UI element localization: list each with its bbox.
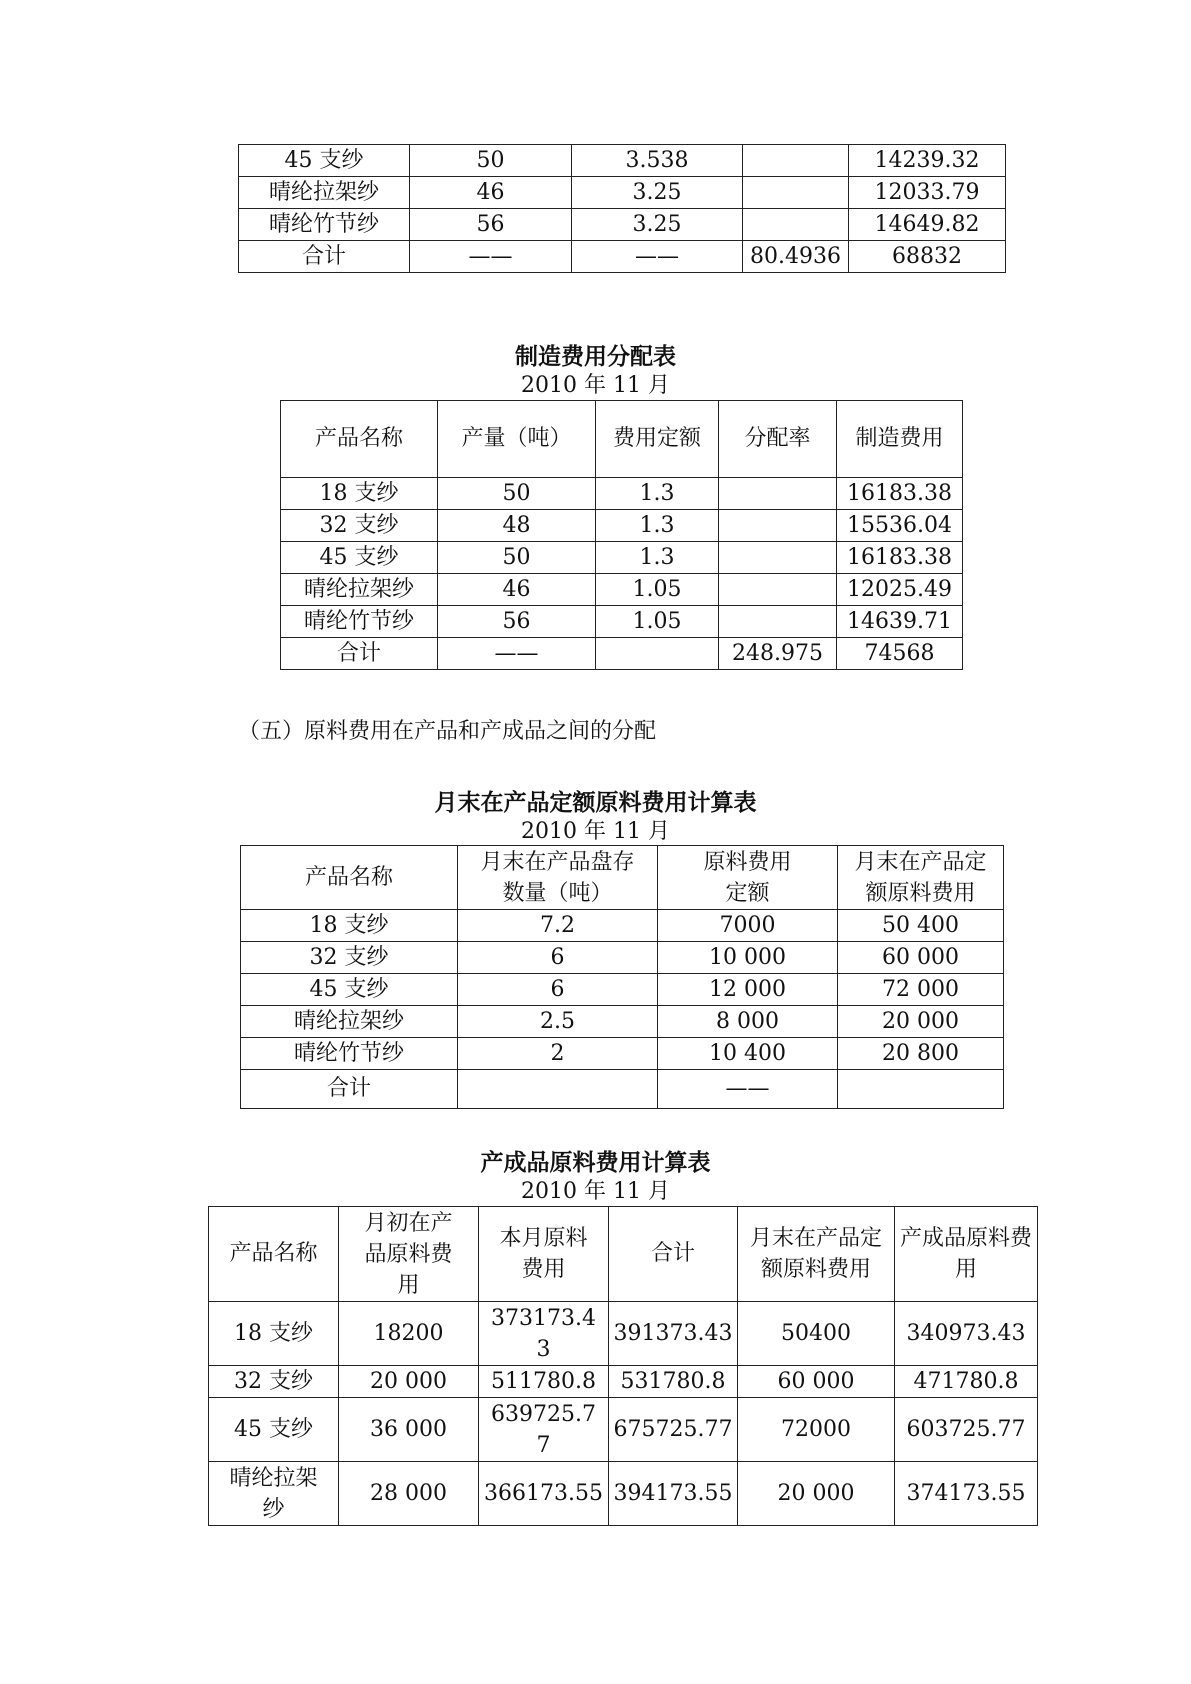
table-cell — [719, 574, 837, 606]
product-name-cell: 合计 — [239, 241, 410, 273]
product-name-cell: 45 支纱 — [239, 145, 410, 177]
table-cell: 248.975 — [719, 638, 837, 670]
table-row — [239, 145, 1006, 177]
product-name-cell: 32 支纱 — [241, 942, 458, 974]
product-name-cell: 晴纶拉架纱 — [239, 177, 410, 209]
table-cell — [719, 542, 837, 574]
table-cell: 3.25 — [572, 209, 743, 241]
table-row — [281, 606, 963, 638]
table-cell: 8 000 — [658, 1006, 838, 1038]
column-header: 月末在产品定额原料费用 — [738, 1207, 895, 1302]
product-name-cell: 18 支纱 — [281, 478, 438, 510]
column-header: 制造费用 — [837, 401, 963, 478]
table-cell: 511780.8 — [479, 1366, 609, 1398]
table-row — [209, 1462, 1038, 1526]
table-row — [281, 542, 963, 574]
column-header: 合计 — [609, 1207, 738, 1302]
table-row — [239, 177, 1006, 209]
table-cell: 373173.43 — [479, 1302, 609, 1366]
table-cell: 6 — [458, 974, 658, 1006]
product-name-cell: 合计 — [281, 638, 438, 670]
table-cell: 16183.38 — [837, 478, 963, 510]
column-header: 产品名称 — [281, 401, 438, 478]
table-cell: 72 000 — [838, 974, 1004, 1006]
table-cell: 340973.43 — [895, 1302, 1038, 1366]
table-cell: 36 000 — [339, 1398, 479, 1462]
product-name-cell: 合计 — [241, 1070, 458, 1109]
table-cell: 15536.04 — [837, 510, 963, 542]
table-row — [239, 209, 1006, 241]
table-cell: —— — [410, 241, 572, 273]
table-title: 月末在产品定额原料费用计算表 — [434, 789, 757, 816]
total-row — [239, 241, 1006, 273]
table-cell: 50 — [438, 478, 596, 510]
table-cell — [719, 510, 837, 542]
product-name-cell: 45 支纱 — [209, 1398, 339, 1462]
table-cell: 374173.55 — [895, 1462, 1038, 1526]
total-row — [281, 638, 963, 670]
product-name-cell: 晴纶竹节纱 — [241, 1038, 458, 1070]
table-cell: 6 — [458, 942, 658, 974]
column-header: 月末在产品定额原料费用 — [838, 846, 1004, 910]
table-cell — [743, 209, 849, 241]
table-cell: 3.538 — [572, 145, 743, 177]
table-cell: 46 — [410, 177, 572, 209]
wip-material-cost-table — [240, 845, 1004, 1109]
table-cell — [743, 177, 849, 209]
table-cell — [596, 638, 719, 670]
column-header: 产品名称 — [241, 846, 458, 910]
table-date: 2010 年 11 月 — [521, 1179, 670, 1204]
product-name-cell: 晴纶拉架纱 — [209, 1462, 339, 1526]
table-row — [241, 910, 1004, 942]
column-header: 分配率 — [719, 401, 837, 478]
finished-goods-material-cost-table — [208, 1206, 1038, 1526]
table-row — [209, 1398, 1038, 1462]
table-cell: 74568 — [837, 638, 963, 670]
column-header: 月末在产品盘存数量（吨） — [458, 846, 658, 910]
table-cell: —— — [658, 1070, 838, 1109]
table-date: 2010 年 11 月 — [521, 819, 670, 844]
table-cell: 72000 — [738, 1398, 895, 1462]
table-row — [281, 574, 963, 606]
product-name-cell: 32 支纱 — [209, 1366, 339, 1398]
header-row — [281, 401, 963, 478]
table-cell — [719, 478, 837, 510]
table-title: 制造费用分配表 — [515, 343, 676, 370]
table-cell: 1.3 — [596, 542, 719, 574]
total-row — [241, 1070, 1004, 1109]
table-cell: 10 400 — [658, 1038, 838, 1070]
table-cell: 3.25 — [572, 177, 743, 209]
table-cell: 10 000 — [658, 942, 838, 974]
table-cell: 68832 — [849, 241, 1006, 273]
table-cell: 1.05 — [596, 606, 719, 638]
table-cell: 639725.77 — [479, 1398, 609, 1462]
table-row — [281, 510, 963, 542]
column-header: 产品名称 — [209, 1207, 339, 1302]
table-cell: 20 800 — [838, 1038, 1004, 1070]
table-cell: 50400 — [738, 1302, 895, 1366]
table-row — [241, 942, 1004, 974]
table-cell: 20 000 — [738, 1462, 895, 1526]
table-title: 产成品原料费用计算表 — [480, 1149, 711, 1176]
table-cell — [838, 1070, 1004, 1109]
product-name-cell: 晴纶拉架纱 — [241, 1006, 458, 1038]
table-cell: 18200 — [339, 1302, 479, 1366]
table-cell: 366173.55 — [479, 1462, 609, 1526]
table-cell: 16183.38 — [837, 542, 963, 574]
table-cell: 14639.71 — [837, 606, 963, 638]
table-cell: 675725.77 — [609, 1398, 738, 1462]
product-name-cell: 晴纶竹节纱 — [281, 606, 438, 638]
table-cell: 1.3 — [596, 478, 719, 510]
section-heading: （五）原料费用在产品和产成品之间的分配 — [238, 719, 657, 744]
column-header: 原料费用定额 — [658, 846, 838, 910]
table-cell: 20 000 — [838, 1006, 1004, 1038]
table-row — [241, 1038, 1004, 1070]
table-cell: 394173.55 — [609, 1462, 738, 1526]
table-cell: —— — [572, 241, 743, 273]
table-cell: 14649.82 — [849, 209, 1006, 241]
table-cell: 60 000 — [838, 942, 1004, 974]
table-cell: 2.5 — [458, 1006, 658, 1038]
table-cell: 48 — [438, 510, 596, 542]
column-header: 月初在产品原料费用 — [339, 1207, 479, 1302]
product-name-cell: 32 支纱 — [281, 510, 438, 542]
header-row — [209, 1207, 1038, 1302]
table-cell: 56 — [410, 209, 572, 241]
continued-allocation-table — [238, 144, 1006, 273]
manufacturing-cost-allocation-table — [280, 400, 963, 670]
table-row — [209, 1302, 1038, 1366]
header-row — [241, 846, 1004, 910]
column-header: 产成品原料费用 — [895, 1207, 1038, 1302]
table-cell: 531780.8 — [609, 1366, 738, 1398]
table-cell: 7000 — [658, 910, 838, 942]
table-row — [241, 974, 1004, 1006]
table-cell: 50 — [410, 145, 572, 177]
product-name-cell: 45 支纱 — [281, 542, 438, 574]
table-cell: 12025.49 — [837, 574, 963, 606]
product-name-cell: 18 支纱 — [209, 1302, 339, 1366]
table-cell: 28 000 — [339, 1462, 479, 1526]
column-header: 费用定额 — [596, 401, 719, 478]
table-cell: 7.2 — [458, 910, 658, 942]
table-cell: 56 — [438, 606, 596, 638]
product-name-cell: 晴纶竹节纱 — [239, 209, 410, 241]
table-row — [281, 478, 963, 510]
column-header: 产量（吨） — [438, 401, 596, 478]
product-name-cell: 45 支纱 — [241, 974, 458, 1006]
table-cell: 14239.32 — [849, 145, 1006, 177]
table-cell: 2 — [458, 1038, 658, 1070]
table-cell: 12033.79 — [849, 177, 1006, 209]
table-cell: —— — [438, 638, 596, 670]
table-cell: 20 000 — [339, 1366, 479, 1398]
product-name-cell: 晴纶拉架纱 — [281, 574, 438, 606]
table-cell — [719, 606, 837, 638]
table-date: 2010 年 11 月 — [521, 373, 670, 398]
product-name-cell: 18 支纱 — [241, 910, 458, 942]
table-cell — [458, 1070, 658, 1109]
table-cell: 1.3 — [596, 510, 719, 542]
table-cell: 50 400 — [838, 910, 1004, 942]
table-cell: 60 000 — [738, 1366, 895, 1398]
table-cell: 603725.77 — [895, 1398, 1038, 1462]
table-cell: 471780.8 — [895, 1366, 1038, 1398]
table-cell — [743, 145, 849, 177]
column-header: 本月原料费用 — [479, 1207, 609, 1302]
table-cell: 50 — [438, 542, 596, 574]
table-row — [209, 1366, 1038, 1398]
table-cell: 80.4936 — [743, 241, 849, 273]
table-cell: 46 — [438, 574, 596, 606]
table-cell: 12 000 — [658, 974, 838, 1006]
table-cell: 1.05 — [596, 574, 719, 606]
table-cell: 391373.43 — [609, 1302, 738, 1366]
table-row — [241, 1006, 1004, 1038]
